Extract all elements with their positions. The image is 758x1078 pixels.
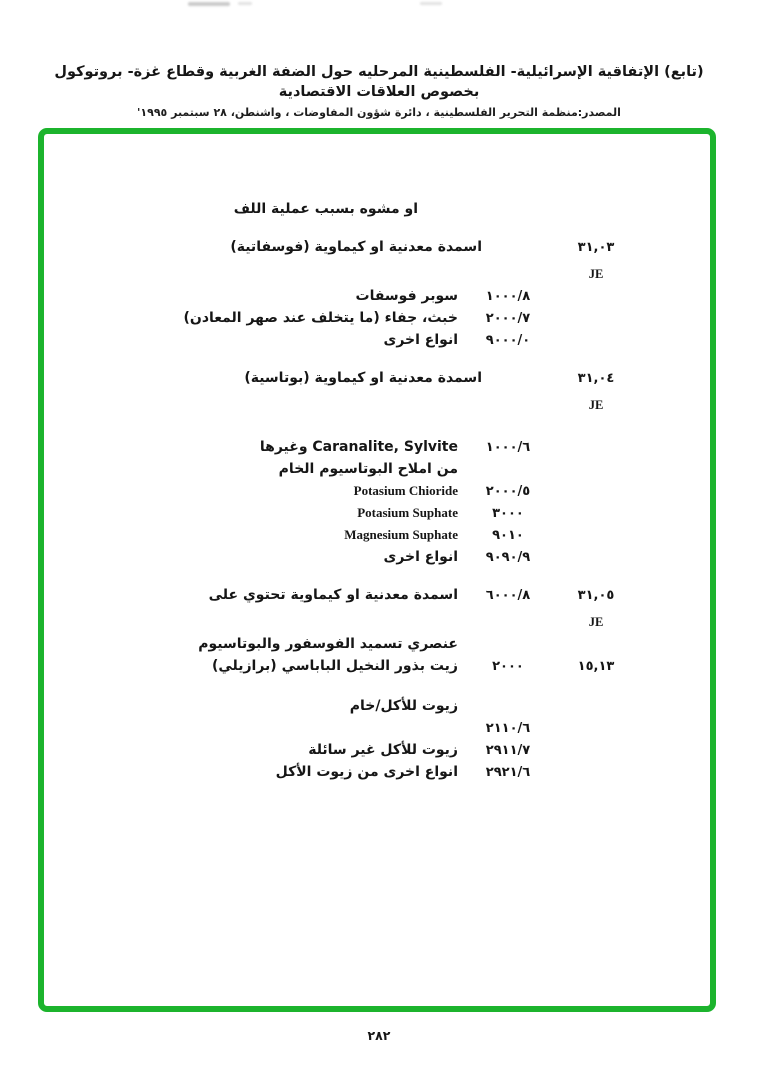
item-code: ١٠٠٠/٨ [485,288,531,304]
item-code: ٢٩١١/٧ [485,742,531,758]
table-row [64,717,640,739]
item-desc: Magnesium Suphate [344,527,458,542]
item-desc: زيت بذور النخيل الباباسي (برازيلي) [211,658,458,674]
item-code: ٢٠٠٠ [492,658,524,674]
table-row [64,524,640,546]
table-row [64,285,640,307]
item-desc: انواع اخرى [383,549,458,565]
item-code: ٢٠٠٠/٧ [485,310,531,326]
je-label: JE [588,397,604,412]
table-row [64,367,640,389]
table-row [64,236,640,258]
item-code: ٩٠٠٠/٠ [485,332,531,348]
table-row [64,502,640,524]
scan-artifact [238,2,252,5]
tariff-table [44,134,710,783]
table-row [64,584,640,606]
table-row [64,329,640,351]
item-desc: اسمدة معدنية او كيماوية تحتوي على [208,587,458,603]
item-code: ٩٠١٠ [492,527,524,543]
page-number: ٢٨٢ [367,1028,391,1043]
chapter-code: ١٥,١٣ [577,658,615,674]
table-row [64,611,640,633]
je-label: JE [588,266,604,281]
item-desc: Caranalite, Sylvite وغيرها [259,439,458,455]
table-row [64,198,640,220]
item-desc: انواع اخرى [383,332,458,348]
source-line: المصدر:منظمة التحرير الفلسطينية ، دائرة شؤون المفاوضات ، واشنطن، ٢٨ سبتمبر ١٩٩٥' [137,106,621,119]
item-desc: اسمدة معدنية او كيماوية (فوسفاتية) [230,239,482,255]
item-desc: زيوت للأكل غير سائلة [308,742,458,758]
item-desc: انواع اخرى من زيوت الأكل [275,764,458,780]
item-desc: او مشوه بسبب عملية اللف [233,201,418,217]
item-desc: من املاح البوتاسيوم الخام [278,461,458,477]
document-title: (تابع) الإتفاقية الإسرائيلية- الفلسطينية المرحليه حول الضفة الغربية وقطاع غزة- بروتوكول بخصوص العلاقات الاقتصادية [54,64,704,100]
table-row [64,263,640,285]
table-row [64,307,640,329]
item-desc: سوبر فوسفات [355,288,458,304]
item-code: ١٠٠٠/٦ [485,439,531,455]
item-code: ٢١١٠/٦ [485,720,531,736]
table-row [64,546,640,568]
chapter-code: ٣١,٠٤ [577,370,615,386]
table-row [64,695,640,717]
item-code: ٢٩٢١/٦ [485,764,531,780]
page-header [30,62,728,119]
table-row [64,761,640,783]
chapter-code: ٣١,٠٣ [577,239,615,255]
item-code: ٦٠٠٠/٨ [485,587,531,603]
content-frame [38,128,716,1012]
item-code: ٢٠٠٠/٥ [485,483,531,499]
item-code: ٣٠٠٠ [492,505,524,521]
table-row [64,394,640,416]
table-row [64,458,640,480]
item-desc: Potasium Chioride [353,483,458,498]
table-row [64,480,640,502]
item-desc: زيوت للأكل/خام [349,698,458,714]
table-row [64,436,640,458]
item-code: ٩٠٩٠/٩ [485,549,531,565]
item-desc: اسمدة معدنية او كيماوية (بوتاسية) [244,370,482,386]
chapter-code: ٣١,٠٥ [577,587,615,603]
je-label: JE [588,614,604,629]
table-row [64,633,640,655]
item-desc: خبث، جفاء (ما يتخلف عند صهر المعادن) [183,310,458,326]
item-desc: عنصري تسميد الفوسفور والبوتاسيوم [198,636,458,652]
table-row [64,655,640,677]
table-row [64,739,640,761]
scan-artifact [420,2,442,5]
scan-artifact [188,2,230,6]
item-desc: Potasium Suphate [357,505,458,520]
